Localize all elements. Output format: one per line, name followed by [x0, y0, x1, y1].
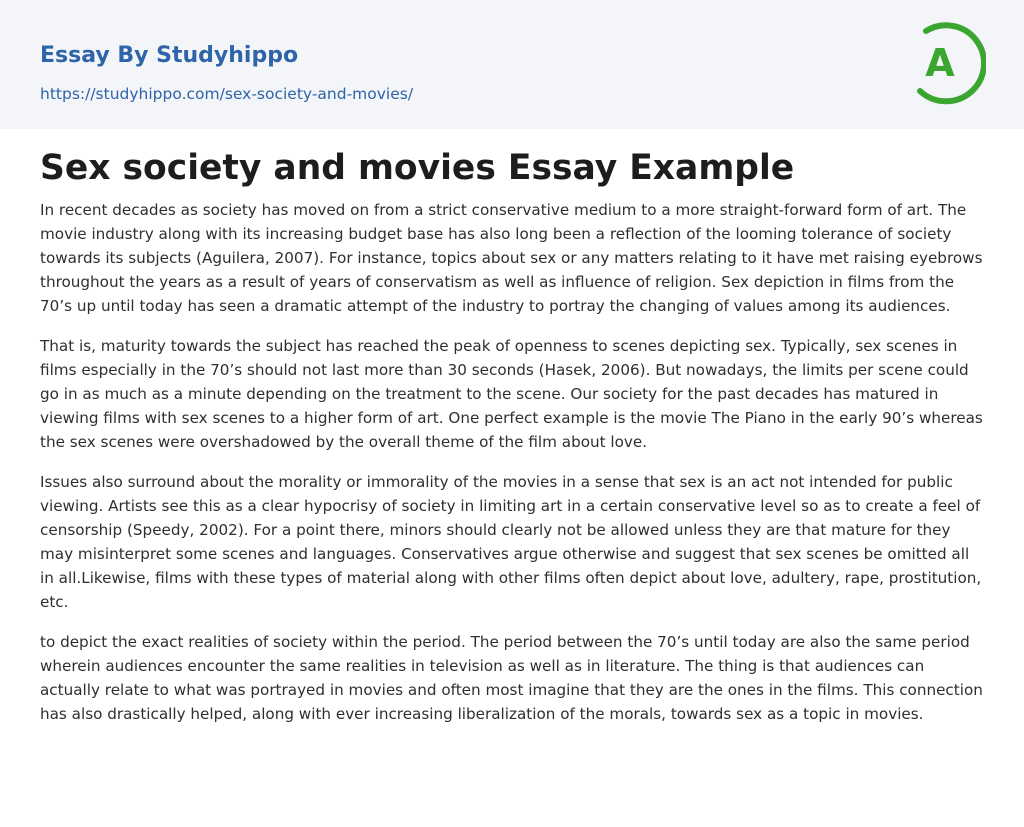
essay-paragraph: Issues also surround about the morality or immorality of the movies in a sense that sex is an act not intended for public viewing. Artists see this as a clear hypocrisy of society in limiting art in a certain conservative level so as to create a feel of censorship (Speedy, 2002). For a point there, minors should clearly not be allowed unless they are that mature for they may misinterpret some scenes and languages. Conservatives argue otherwise and suggest that sex scenes be omitted all in all.Likewise, films with these types of material along with other films often depict about love, adultery, rape, prostitution, etc. [40, 473, 982, 611]
essay-paragraph: In recent decades as society has moved on from a strict conservative medium to a more straight-forward form of art. The movie industry along with its increasing budget base has also long been a reflection of the looming tolerance of society towards its subjects (Aguilera, 2007). For instance, topics about sex or any matters relating to it have met raising eyebrows throughout the years as a result of years of conservatism as well as influence of religion. Sex depiction in films from the 70’s up until today has seen a dramatic attempt of the industry to portray the changing of values among its audiences. [40, 201, 983, 315]
page-title: Sex society and movies Essay Example [40, 148, 795, 188]
logo-letter: A [925, 41, 955, 85]
article-content [40, 146, 984, 742]
source-url-link[interactable]: https://studyhippo.com/sex-society-and-movies/ [40, 85, 414, 103]
site-brand-title[interactable]: Essay By Studyhippo [40, 43, 299, 68]
site-header [0, 0, 1024, 129]
essay-paragraph: to depict the exact realities of society within the period. The period between the 70’s until today are also the same period wherein audiences encounter the same realities in television as well as in literature. The thing is that audiences can actually relate to what was portrayed in movies and often most imagine that they are the ones in the films. This connection has also drastically helped, along with ever increasing liberalization of the morals, towards sex as a topic in movies. [40, 633, 983, 723]
essay-paragraph: That is, maturity towards the subject has reached the peak of openness to scenes depicting sex. Typically, sex scenes in films especially in the 70’s should not last more than 30 seconds (Hasek, 2006). But nowadays, the limits per scene could go in as much as a minute depending on the treatment to the scene. Our society for the past decades has matured in viewing films with sex scenes to a higher form of art. One perfect example is the movie The Piano in the early 90’s whereas the sex scenes were overshadowed by the overall theme of the film about love. [40, 337, 983, 451]
studyhippo-logo-icon[interactable] [912, 19, 986, 105]
